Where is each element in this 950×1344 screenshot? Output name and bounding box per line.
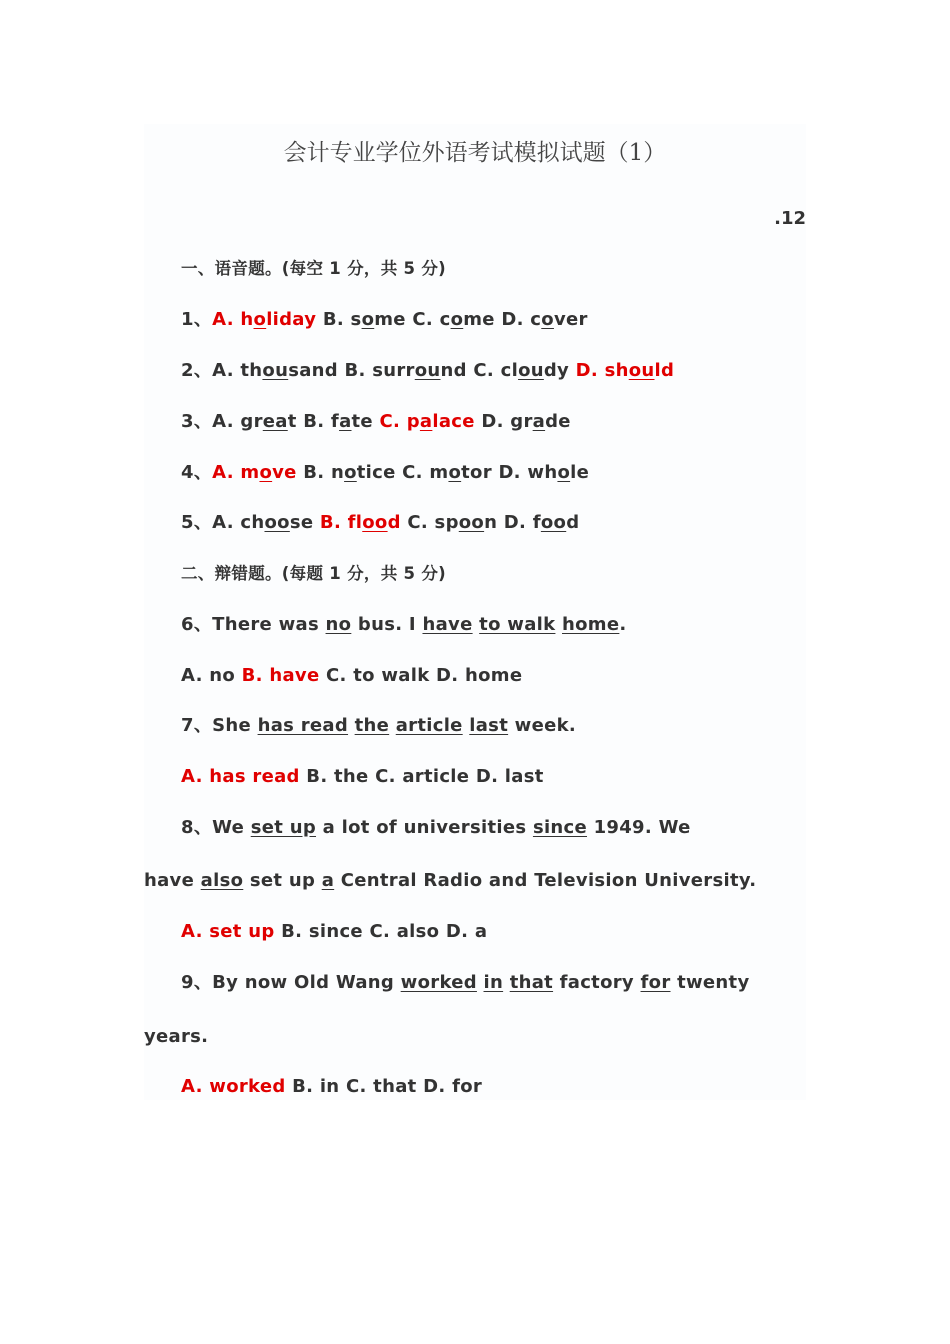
question-3: 3、A. great B. fate C. palace D. grade: [181, 411, 571, 432]
answer-option: A. move: [212, 462, 297, 483]
answer-option: D. should: [575, 360, 675, 381]
document-date: .12: [774, 208, 806, 229]
question-9: 9、By now Old Wang worked in that factory for twenty: [181, 972, 750, 993]
question-2: 2、A. thousand B. surround C. cloudy D. should: [181, 360, 675, 381]
answer-option: A. has read: [181, 766, 300, 787]
section-2-heading: 二、辩错题。(每题 1 分，共 5 分): [181, 564, 447, 583]
answer-option: B. have: [241, 665, 320, 686]
question-6-options: A. no B. have C. to walk D. home: [181, 665, 523, 686]
question-9-continued: years.: [144, 1026, 209, 1047]
question-8: 8、We set up a lot of universities since 1949. We: [181, 817, 691, 838]
question-7-options: A. has read B. the C. article D. last: [181, 766, 544, 787]
question-1: 1、A. holiday B. some C. come D. cover: [181, 309, 588, 330]
answer-option: A. holiday: [212, 309, 317, 330]
question-4: 4、A. move B. notice C. motor D. whole: [181, 462, 590, 483]
question-9-options: A. worked B. in C. that D. for: [181, 1076, 483, 1097]
document-title: 会计专业学位外语考试模拟试题（1）: [283, 140, 667, 166]
answer-option: A. worked: [181, 1076, 286, 1097]
answer-option: C. palace: [379, 411, 475, 432]
question-7: 7、She has read the article last week.: [181, 715, 577, 736]
question-8-continued: have also set up a Central Radio and Television University.: [144, 870, 757, 891]
question-6: 6、There was no bus. I have to walk home.: [181, 614, 627, 635]
question-8-options: A. set up B. since C. also D. a: [181, 921, 488, 942]
section-1-heading: 一、语音题。(每空 1 分，共 5 分): [181, 259, 447, 278]
answer-option: B. flood: [319, 512, 401, 533]
question-5: 5、A. choose B. flood C. spoon D. food: [181, 512, 580, 533]
answer-option: A. set up: [181, 921, 275, 942]
